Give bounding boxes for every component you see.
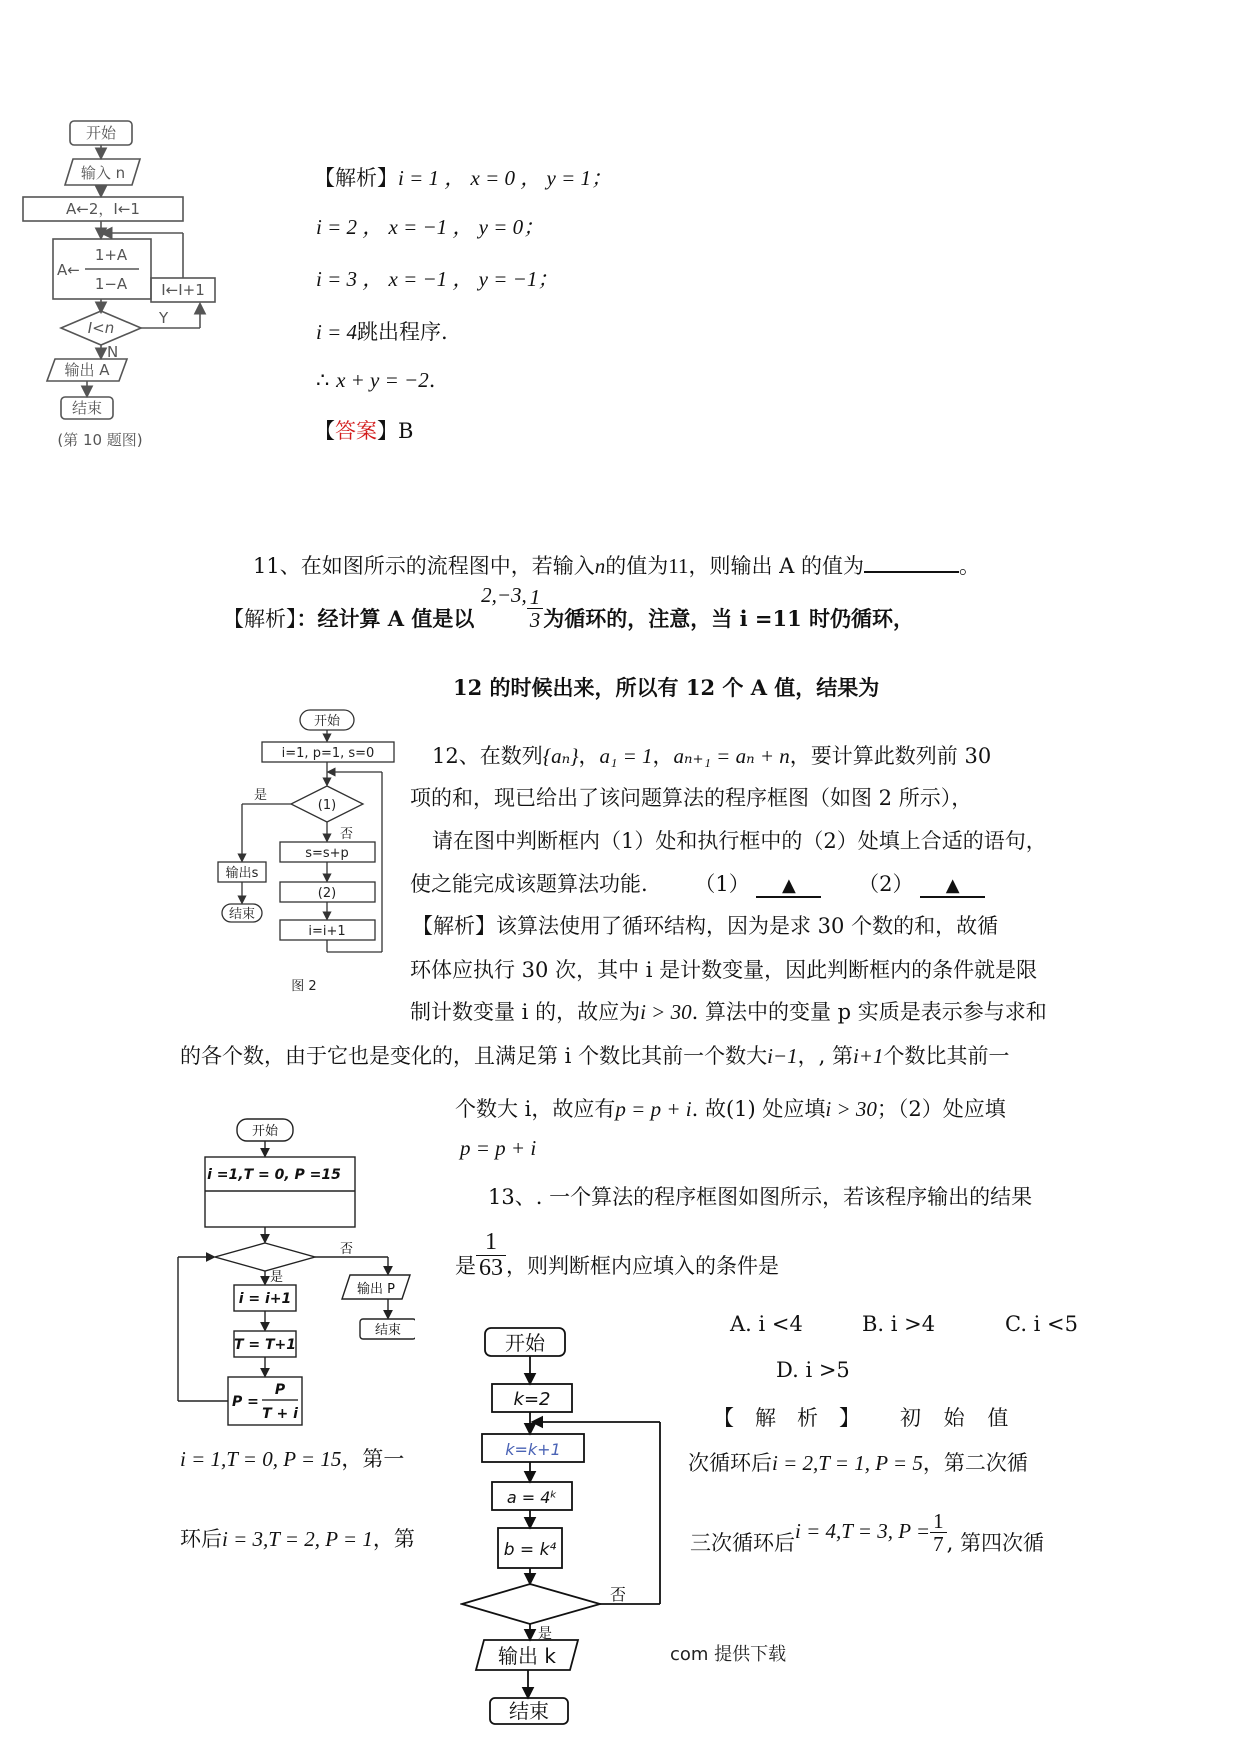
fig13a-step-2: T = T+1 bbox=[233, 1337, 297, 1353]
q11-seq: 2,−3, bbox=[481, 583, 527, 608]
sol10-line-1 bbox=[314, 162, 612, 192]
flowchart-figure-2 bbox=[210, 700, 410, 1000]
q12-s3-math: i > 30 bbox=[640, 1000, 692, 1024]
fig13b-step-3: b = k⁴ bbox=[503, 1540, 557, 1560]
fig10-increment-label: I←I+1 bbox=[161, 281, 205, 299]
q13-result-num: 1 bbox=[476, 1230, 506, 1256]
q13-line-1: 13、. 一个算法的程序框图如图所示，若该程序输出的结果 bbox=[488, 1185, 1033, 1209]
q11-answer-blank bbox=[864, 553, 959, 573]
fig13b-start-label: 开始 bbox=[505, 1331, 545, 1355]
q13-left1-math: i = 1,T = 0, P = 15 bbox=[180, 1447, 342, 1471]
fig2-end-label: 结束 bbox=[228, 907, 256, 922]
fig13a-no-label: 否 bbox=[340, 1242, 354, 1257]
q12-solution-2: 环体应执行 30 次，其中 i 是计数变量，因此判断框内的条件就是限 bbox=[410, 958, 1038, 982]
fig13b-step-1: k=k+1 bbox=[505, 1440, 561, 1459]
fig2-increment-label: i=i+1 bbox=[308, 924, 346, 939]
q12-s5-math-2: i > 30 bbox=[825, 1097, 877, 1121]
q12-s4-a: 的各个数，由于它也是变化的，且满足第 i 个数比其前一个数大 bbox=[180, 1044, 768, 1068]
fig10-caption: (第 10 题图) bbox=[57, 431, 143, 449]
sol10-step-1: i = 1 ， x = 0 ， y = 1； bbox=[398, 166, 612, 190]
fig2-no-label: 否 bbox=[340, 827, 354, 842]
q11-text-a: 11、在如图所示的流程图中，若输入 bbox=[253, 554, 595, 578]
flowchart-figure-10 bbox=[15, 115, 245, 500]
q11-sol-b: 为循环的，注意，当 i =11 时仍循环， bbox=[543, 606, 915, 632]
q12-s5-math-1: p = p + i bbox=[615, 1097, 692, 1121]
q12-s4-b: ，, 第 bbox=[797, 1044, 853, 1068]
q12-sol-1: 该算法使用了循环结构，因为是求 30 个数的和，故循 bbox=[496, 914, 999, 938]
fig13b-init-label: k=2 bbox=[513, 1389, 551, 1410]
q12-s3-b: . 算法中的变量 p 实质是表示参与求和 bbox=[691, 1000, 1047, 1024]
sol10-line-4 bbox=[316, 316, 448, 346]
flowchart-figure-13b bbox=[460, 1320, 675, 1754]
q13-right2-a: 三次循环后 bbox=[690, 1531, 795, 1556]
q12-recurrence: aₙ₊₁ = aₙ + n bbox=[673, 744, 790, 768]
fig10-assign-numerator: 1+A bbox=[94, 246, 128, 264]
fig13a-step-3-head: P = bbox=[232, 1394, 259, 1410]
q13-left2-b: ，第 bbox=[372, 1527, 415, 1551]
fig13a-init-label: i =1,T = 0, P =15 bbox=[207, 1167, 341, 1183]
therefore-symbol: ∴ bbox=[316, 368, 330, 392]
q12-solution-5 bbox=[455, 1093, 1006, 1123]
fig2-yes-label: 是 bbox=[254, 788, 268, 803]
q12-s3-a: 制计数变量 i 的，故应为 bbox=[410, 1000, 641, 1024]
q13-right2-b: , 第四次循 bbox=[946, 1531, 1044, 1556]
fig13b-output-label: 输出 k bbox=[498, 1644, 556, 1668]
q12-blank-2-label: （2） bbox=[858, 872, 914, 896]
q12-s4-c: 个数比其前一 bbox=[883, 1044, 1010, 1068]
q13-right-line-2 bbox=[690, 1510, 1044, 1555]
fig2-output-label: 输出s bbox=[225, 866, 259, 881]
flowchart-figure-13a bbox=[170, 1105, 415, 1450]
q12-blank-1: ▲ bbox=[756, 875, 821, 898]
fig13a-step-1: i = i+1 bbox=[238, 1291, 292, 1307]
sol10-period: . bbox=[428, 368, 436, 392]
answer-word: 答案 bbox=[335, 419, 377, 443]
q11-text-d: 。 bbox=[958, 554, 980, 578]
q11-solution-line-1 bbox=[223, 583, 915, 643]
q12-a1: a₁ = 1 bbox=[599, 744, 653, 768]
q11-solution-line-2: 12 的时候出来，所以有 12 个 A 值，结果为 bbox=[453, 675, 880, 700]
q13-left-line-1 bbox=[180, 1443, 404, 1473]
fig10-output-label: 输出 A bbox=[64, 361, 110, 379]
q12-line-4 bbox=[410, 868, 985, 898]
q13-right1-a: 次循环后 bbox=[688, 1451, 772, 1475]
sol10-step-2: i = 2 ， x = −1 ， y = 0； bbox=[316, 215, 545, 239]
fig13b-end-label: 结束 bbox=[509, 1699, 549, 1723]
q13-right2-num: 1 bbox=[930, 1510, 947, 1533]
q13-sol-tag: 【 解 析 】 bbox=[713, 1406, 860, 1430]
q13-sol-a: 初 始 值 bbox=[900, 1406, 1017, 1430]
q13-option-c: C. i <5 bbox=[1005, 1312, 1079, 1336]
fig2-caption: 图 2 bbox=[291, 979, 317, 994]
sol10-line-5 bbox=[316, 368, 435, 393]
q11-text-b: 的值为 bbox=[605, 554, 669, 578]
fig13b-step-2: a = 4ᵏ bbox=[506, 1488, 558, 1507]
q13-line-2 bbox=[455, 1230, 779, 1281]
q13-right1-math: i = 2,T = 1, P = 5 bbox=[772, 1451, 923, 1475]
sol10-sum: x + y = −2 bbox=[336, 368, 429, 392]
sol10-step-4-text: 跳出程序. bbox=[357, 320, 448, 344]
fig13b-no-label: 否 bbox=[610, 1585, 627, 1604]
q13-left-line-2 bbox=[180, 1523, 415, 1553]
q12-s4-math-2: i+1 bbox=[852, 1044, 884, 1068]
fig10-assign-head: A← bbox=[57, 261, 80, 279]
q13-right2-den: 7 bbox=[933, 1532, 944, 1557]
page-footer: com 提供下载 bbox=[670, 1644, 787, 1665]
fig13a-step-3-num: P bbox=[274, 1382, 286, 1398]
q13-l2-b: ，则判断框内应填入的条件是 bbox=[506, 1254, 779, 1279]
q13-left1-text: ，第一 bbox=[341, 1447, 405, 1471]
q13-solution-head bbox=[713, 1402, 1016, 1432]
q12-s5-a: 个数大 i，故应有 bbox=[455, 1097, 616, 1121]
answer-value: 】B bbox=[377, 419, 414, 443]
fig10-yes-label: Y bbox=[159, 309, 169, 327]
q12-solution-1 bbox=[412, 910, 998, 940]
q13-right1-b: ，第二次循 bbox=[922, 1451, 1028, 1475]
q13-left2-math: i = 3,T = 2, P = 1 bbox=[222, 1527, 373, 1551]
q12-sequence: {aₙ} bbox=[542, 744, 579, 768]
sol10-tag: 【解析】 bbox=[314, 166, 398, 190]
q11-sol-tag: 【解析】 bbox=[223, 607, 297, 632]
fig10-end-label: 结束 bbox=[71, 399, 103, 417]
sol10-answer bbox=[314, 415, 413, 445]
fig10-assign-denominator: 1−A bbox=[94, 275, 128, 293]
q12-l4-a: 使之能完成该题算法功能. bbox=[410, 872, 648, 896]
q12-solution-3 bbox=[410, 996, 1047, 1026]
fig10-no-label: N bbox=[107, 343, 119, 361]
q13-option-a: A. i <4 bbox=[730, 1312, 803, 1336]
q13-left2-a: 环后 bbox=[180, 1527, 222, 1551]
fig2-body2-label: (2) bbox=[317, 886, 337, 901]
q12-l1-a: 12、在数列 bbox=[432, 744, 543, 768]
fig13a-start-label: 开始 bbox=[251, 1124, 279, 1139]
q12-line-3: 请在图中判断框内（1）处和执行框中的（2）处填上合适的语句， bbox=[432, 829, 1047, 853]
q13-l2-a: 是 bbox=[455, 1254, 476, 1279]
q11-text-c: ，则输出 A 的值为 bbox=[688, 554, 864, 578]
fig13a-yes-label: 是 bbox=[270, 1270, 284, 1285]
fig10-condition-label: I<n bbox=[87, 319, 115, 337]
sol10-step-3: i = 3 ， x = −1 ， y = −1； bbox=[316, 267, 559, 291]
fig2-body1-label: s=s+p bbox=[305, 846, 349, 861]
fig2-init-label: i=1, p=1, s=0 bbox=[281, 746, 375, 761]
q11-sol-a: ：经计算 A 值是以 bbox=[296, 606, 475, 632]
q11-n: n bbox=[594, 554, 606, 578]
q12-sol-tag: 【解析】 bbox=[412, 914, 496, 938]
q12-solution-4 bbox=[180, 1040, 1009, 1070]
q13-right2-math: i = 4,T = 3, P = bbox=[795, 1519, 931, 1544]
q12-l1-d: ，要计算此数列前 30 bbox=[789, 744, 992, 768]
sol10-step-4-math: i = 4 bbox=[316, 320, 358, 344]
q12-l1-b: ， bbox=[578, 744, 600, 768]
fig13a-step-3-den: T + i bbox=[262, 1406, 298, 1422]
q13-option-d: D. i >5 bbox=[776, 1358, 850, 1382]
q12-s5-c: ；（2）处应填 bbox=[876, 1097, 1006, 1121]
fig2-start-label: 开始 bbox=[313, 714, 341, 729]
q13-result-den: 63 bbox=[479, 1255, 503, 1282]
q13-option-b: B. i >4 bbox=[862, 1312, 936, 1336]
fig10-start-label: 开始 bbox=[85, 124, 117, 142]
fig13a-output-label: 输出 P bbox=[357, 1282, 395, 1297]
q13-right-line-1 bbox=[688, 1447, 1028, 1477]
q11-question bbox=[253, 550, 980, 580]
q12-s4-math-1: i−1 bbox=[767, 1044, 798, 1068]
q12-blank-2: ▲ bbox=[920, 875, 985, 898]
q11-seq-num: 1 bbox=[527, 586, 544, 609]
answer-bracket-open: 【 bbox=[314, 419, 335, 443]
q12-solution-6: p = p + i bbox=[460, 1136, 537, 1160]
q12-s5-b: . 故(1) 处应填 bbox=[691, 1097, 826, 1121]
fig10-input-label: 输入 n bbox=[80, 164, 126, 182]
fig13b-yes-label: 是 bbox=[538, 1626, 552, 1642]
fig10-init-label: A←2，I←1 bbox=[66, 200, 140, 218]
fig2-condition-label: (1) bbox=[317, 798, 337, 813]
q12-blank-1-label: （1） bbox=[694, 872, 750, 896]
q11-seq-den: 3 bbox=[529, 608, 541, 633]
q12-line-1 bbox=[432, 740, 991, 770]
q12-line-2: 项的和，现已给出了该问题算法的程序框图（如图 2 所示）， bbox=[410, 786, 973, 810]
fig13a-end-label: 结束 bbox=[374, 1323, 402, 1338]
q12-l1-c: ， bbox=[652, 744, 674, 768]
q11-value: 11 bbox=[668, 554, 689, 578]
